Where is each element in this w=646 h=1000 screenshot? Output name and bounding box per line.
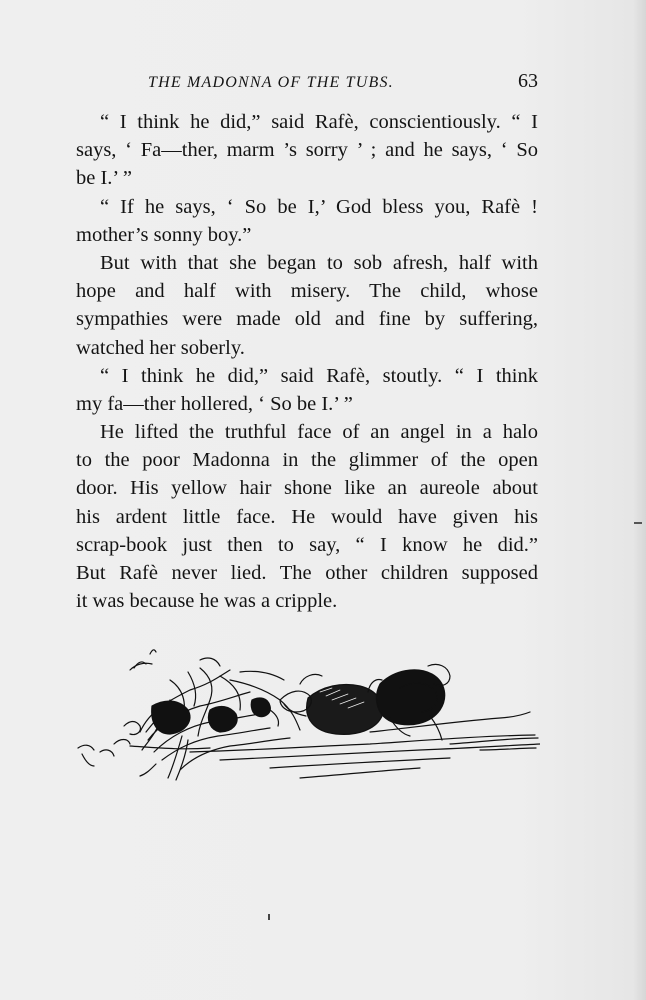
margin-mark (634, 522, 642, 524)
text-line: sympathies were made old and fine by suffering, (76, 308, 538, 331)
text-line: be I.’ ” (76, 167, 132, 190)
text-line: his ardent little face. He would have given his (76, 505, 538, 528)
text-line: says, ‘ Fa—ther, marm ’s sorry ’ ; and he says, ‘ So (76, 139, 538, 162)
text-line: But Rafè never lied. The other children supposed (76, 562, 538, 584)
text-line: door. His yellow hair shone like an aureole about (76, 477, 538, 500)
text-line: scrap-book just then to say, “ I know he did.” (76, 533, 538, 556)
page-number: 63 (518, 70, 538, 92)
page-header (76, 70, 538, 100)
text-line: “ I think he did,” said Rafè, stoutly. “ I think (100, 364, 538, 387)
text-line: “ I think he did,” said Rafè, conscientiously. “ I (100, 111, 538, 133)
text-line: hope and half with misery. The child, whose (76, 280, 538, 303)
text-line: watched her soberly. (76, 336, 245, 359)
running-title: THE MADONNA OF THE TUBS. (148, 74, 394, 91)
print-mark (268, 914, 270, 920)
text-line: to the poor Madonna in the glimmer of the open (76, 449, 538, 472)
text-line: it was because he was a cripple. (76, 590, 338, 613)
text-line: But with that she began to sob afresh, half with (100, 251, 538, 274)
text-line: “ If he says, ‘ So be I,’ God bless you, Rafè ! (100, 195, 538, 218)
text-line: He lifted the truthful face of an angel in a halo (100, 421, 538, 444)
text-line: mother’s sonny boy.” (76, 223, 252, 246)
crab-seaweed-illustration (70, 640, 540, 790)
text-line: my fa—ther hollered, ‘ So be I.’ ” (76, 392, 353, 415)
body-text (76, 108, 538, 615)
